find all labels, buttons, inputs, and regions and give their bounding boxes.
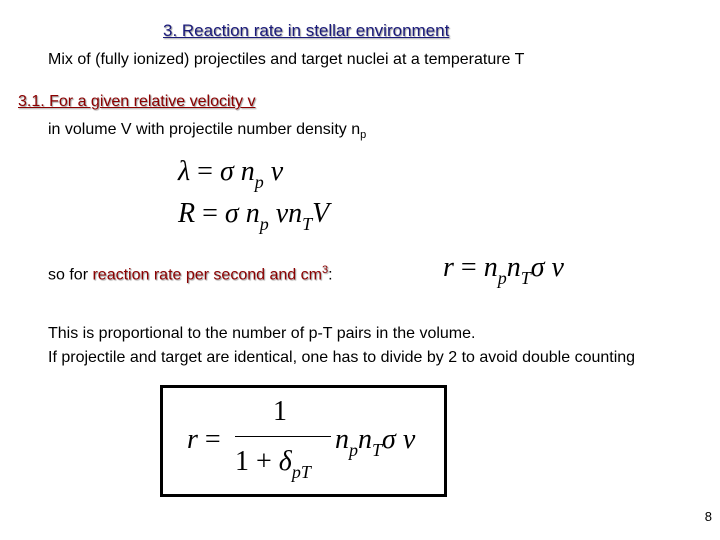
eq-R-sub1: p <box>259 214 269 234</box>
eq-r-op: = <box>453 252 484 283</box>
eq-r-n2: n <box>506 252 521 283</box>
boxed-eq-sub2: T <box>372 440 383 460</box>
eq-lambda-lhs: λ <box>178 156 191 187</box>
rate-sup: 3 <box>321 264 329 276</box>
rate-highlight: reaction rate per second and cm <box>92 266 322 284</box>
boxed-eq-n2: n <box>358 424 372 455</box>
rate-prefix: so for <box>48 266 93 284</box>
boxed-eq-lhs <box>187 424 221 456</box>
eq-r-sub2: T <box>520 268 531 288</box>
boxed-eq-v: v <box>395 424 416 455</box>
eq-lambda-op: = <box>190 156 220 187</box>
eq-R-sigma: σ <box>224 198 239 229</box>
volume-text-main: in volume V with projectile number density n <box>48 121 361 138</box>
proportional-text: This is proportional to the number of p-T pairs in the volume. <box>48 325 476 342</box>
den-one: 1 <box>235 446 249 477</box>
fraction-denominator <box>235 446 311 483</box>
boxed-eq-sigma: σ <box>382 424 396 455</box>
eq-R-sub2: T <box>302 214 313 234</box>
eq-R-n: n <box>238 198 260 229</box>
identical-text: If projectile and target are identical, one has to divide by 2 to avoid double counting <box>48 349 636 366</box>
boxed-eq-sub1: p <box>349 440 358 460</box>
eq-r-lhs: r <box>443 252 454 283</box>
den-plus: + <box>249 446 279 477</box>
eq-lambda-n: n <box>233 156 255 187</box>
eq-r-sub1: p <box>497 268 507 288</box>
eq-r-sigma: σ <box>530 252 545 283</box>
boxed-equation <box>160 385 447 497</box>
eq-lambda-sub: p <box>254 172 264 192</box>
boxed-eq-n1: n <box>335 424 349 455</box>
volume-text <box>48 121 366 141</box>
rate-line <box>48 264 333 284</box>
eq-r-v: v <box>544 252 564 283</box>
den-delta: δ <box>278 446 292 477</box>
fraction-bar <box>235 436 331 437</box>
den-delta-sub: pT <box>291 462 311 482</box>
eq-R-V: V <box>312 198 330 229</box>
boxed-eq-r: r <box>187 424 198 455</box>
volume-text-subscript: p <box>360 129 367 142</box>
boxed-eq-rhs <box>335 424 415 461</box>
slide-subtitle: Mix of (fully ionized) projectiles and target nuclei at a temperature T <box>48 51 525 68</box>
slide-title: 3. Reaction rate in stellar environment <box>163 21 450 40</box>
section-heading: 3.1. For a given relative velocity v <box>18 93 256 110</box>
eq-r-n1: n <box>483 252 498 283</box>
page-number: 8 <box>704 509 712 524</box>
equation-r <box>443 252 564 289</box>
boxed-eq-op: = <box>197 424 221 455</box>
fraction-numerator: 1 <box>273 396 287 427</box>
eq-R-lhs: R <box>178 198 196 229</box>
eq-lambda-sigma: σ <box>219 156 234 187</box>
equation-lambda <box>178 156 283 193</box>
eq-R-vn: vn <box>268 198 303 229</box>
equation-R <box>178 198 329 235</box>
eq-R-op: = <box>195 198 225 229</box>
eq-lambda-v: v <box>263 156 284 187</box>
rate-suffix: : <box>328 266 333 284</box>
